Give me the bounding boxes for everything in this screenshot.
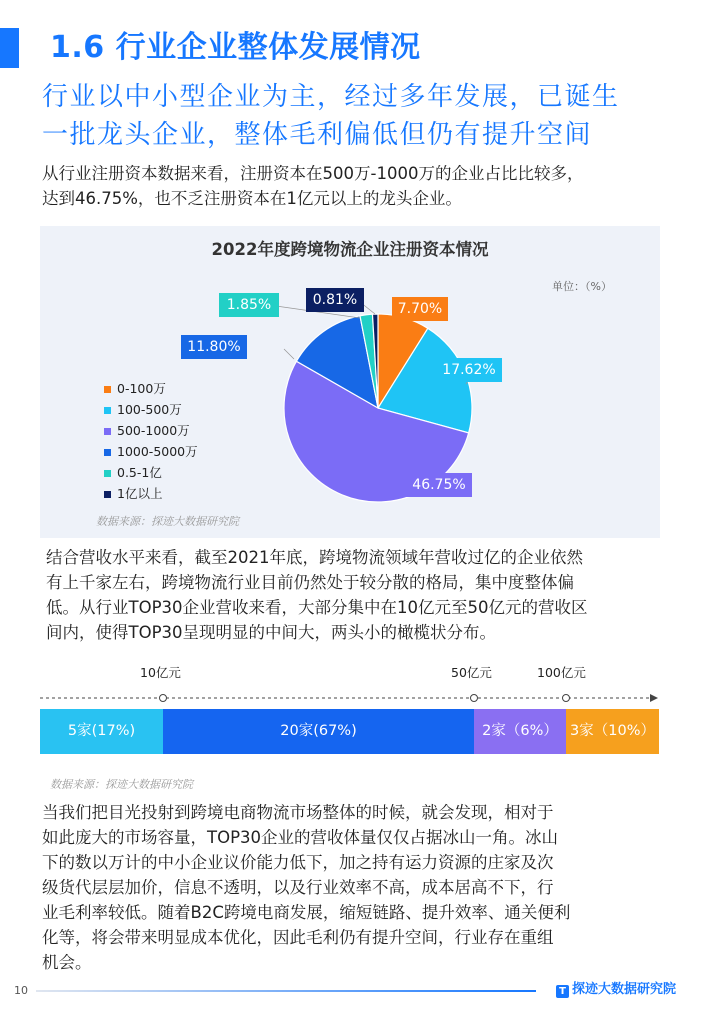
paragraph-revenue xyxy=(46,545,672,645)
tick-label-50: 50亿元 xyxy=(451,665,492,680)
legend-item xyxy=(104,420,198,441)
legend-label: 0.5-1亿 xyxy=(117,465,162,480)
section-subtitle xyxy=(42,78,682,154)
axis-arrow xyxy=(650,694,658,702)
revenue-axis xyxy=(0,640,710,710)
leader-line-3 xyxy=(284,349,294,359)
paragraph-line: 机会。 xyxy=(42,953,92,972)
legend-swatch xyxy=(104,449,111,456)
slice-label-0-100: 7.70% xyxy=(392,297,448,321)
legend-label: 1000-5000万 xyxy=(117,444,198,459)
paragraph-line: 化等，将会带来明显成本优化，因此毛利仍有提升空间，行业存在重组 xyxy=(42,928,554,947)
page-number: 10 xyxy=(14,984,28,997)
segment-under-10: 5家(17%) xyxy=(40,709,163,754)
slice-label-1yi-plus: 0.81% xyxy=(306,288,364,312)
tick-marker-50 xyxy=(471,695,478,702)
paragraph-line: 达到46.75%，也不乏注册资本在1亿元以上的龙头企业。 xyxy=(42,189,462,208)
legend-item xyxy=(104,483,198,504)
page-title: 1.6 行业企业整体发展情况 xyxy=(50,30,421,65)
pie-chart-panel xyxy=(40,226,660,538)
tick-marker-10 xyxy=(160,695,167,702)
paragraph-margin xyxy=(42,800,676,975)
legend-label: 100-500万 xyxy=(117,402,182,417)
paragraph-line: 低。从行业TOP30企业营收来看，大部分集中在10亿元至50亿元的营收区 xyxy=(46,598,588,617)
slice-label-100-500: 17.62% xyxy=(436,358,502,382)
chart-legend xyxy=(104,378,198,504)
legend-item xyxy=(104,462,198,483)
paragraph-registered-capital xyxy=(42,161,672,211)
legend-item xyxy=(104,378,198,399)
tick-marker-100 xyxy=(563,695,570,702)
title-accent-bar xyxy=(0,28,19,68)
paragraph-line: 结合营收水平来看，截至2021年底，跨境物流领域年营收过亿的企业依然 xyxy=(46,548,583,567)
subtitle-line-1: 行业以中小型企业为主，经过多年发展，已诞生 xyxy=(42,82,620,112)
segment-10-50: 20家(67%) xyxy=(163,709,474,754)
chart-title: 2022年度跨境物流企业注册资本情况 xyxy=(211,240,489,259)
tick-label-100: 100亿元 xyxy=(537,665,586,680)
legend-item xyxy=(104,441,198,462)
legend-swatch xyxy=(104,386,111,393)
segment-over-100: 3家（10%） xyxy=(566,709,659,754)
slice-label-500-1000: 46.75% xyxy=(406,473,472,497)
footer-brand xyxy=(556,978,676,998)
legend-label: 500-1000万 xyxy=(117,423,190,438)
paragraph-line: 从行业注册资本数据来看，注册资本在500万-1000万的企业占比比较多， xyxy=(42,164,584,183)
paragraph-line: 级货代层层加价，信息不透明，以及行业效率不高，成本居高不下，行 xyxy=(42,878,554,897)
legend-swatch xyxy=(104,407,111,414)
legend-label: 0-100万 xyxy=(117,381,166,396)
paragraph-line: 如此庞大的市场容量，TOP30企业的营收体量仅仅占据冰山一角。冰山 xyxy=(42,828,559,847)
legend-label: 1亿以上 xyxy=(117,486,163,501)
chart-source: 数据来源：探迹大数据研究院 xyxy=(96,515,239,528)
legend-swatch xyxy=(104,491,111,498)
tick-label-10: 10亿元 xyxy=(140,665,181,680)
brand-name: 探迹大数据研究院 xyxy=(572,982,677,997)
paragraph-line: 业毛利率较低。随着B2C跨境电商发展，缩短链路、提升效率、通关便利 xyxy=(42,903,571,922)
legend-item xyxy=(104,399,198,420)
legend-swatch xyxy=(104,470,111,477)
paragraph-line: 有上千家左右，跨境物流行业目前仍然处于较分散的格局，集中度整体偏 xyxy=(46,573,574,592)
paragraph-line: 间内，使得TOP30呈现明显的中间大，两头小的橄榄状分布。 xyxy=(46,623,497,642)
subtitle-line-2: 一批龙头企业，整体毛利偏低但仍有提升空间 xyxy=(42,120,593,150)
brand-logo-icon: T xyxy=(556,985,569,998)
segment-50-100: 2家（6%） xyxy=(474,709,566,754)
paragraph-line: 当我们把目光投射到跨境电商物流市场整体的时候，就会发现，相对于 xyxy=(42,803,554,822)
footer-divider xyxy=(36,990,536,992)
slice-label-0.5-1yi: 1.85% xyxy=(219,293,279,317)
slice-label-1000-5000: 11.80% xyxy=(181,335,247,359)
distribution-source: 数据来源：探迹大数据研究院 xyxy=(50,778,193,791)
legend-swatch xyxy=(104,428,111,435)
paragraph-line: 下的数以万计的中小企业议价能力低下，加之持有运力资源的庄家及次 xyxy=(42,853,554,872)
chart-unit: 单位：（%） xyxy=(552,280,612,293)
